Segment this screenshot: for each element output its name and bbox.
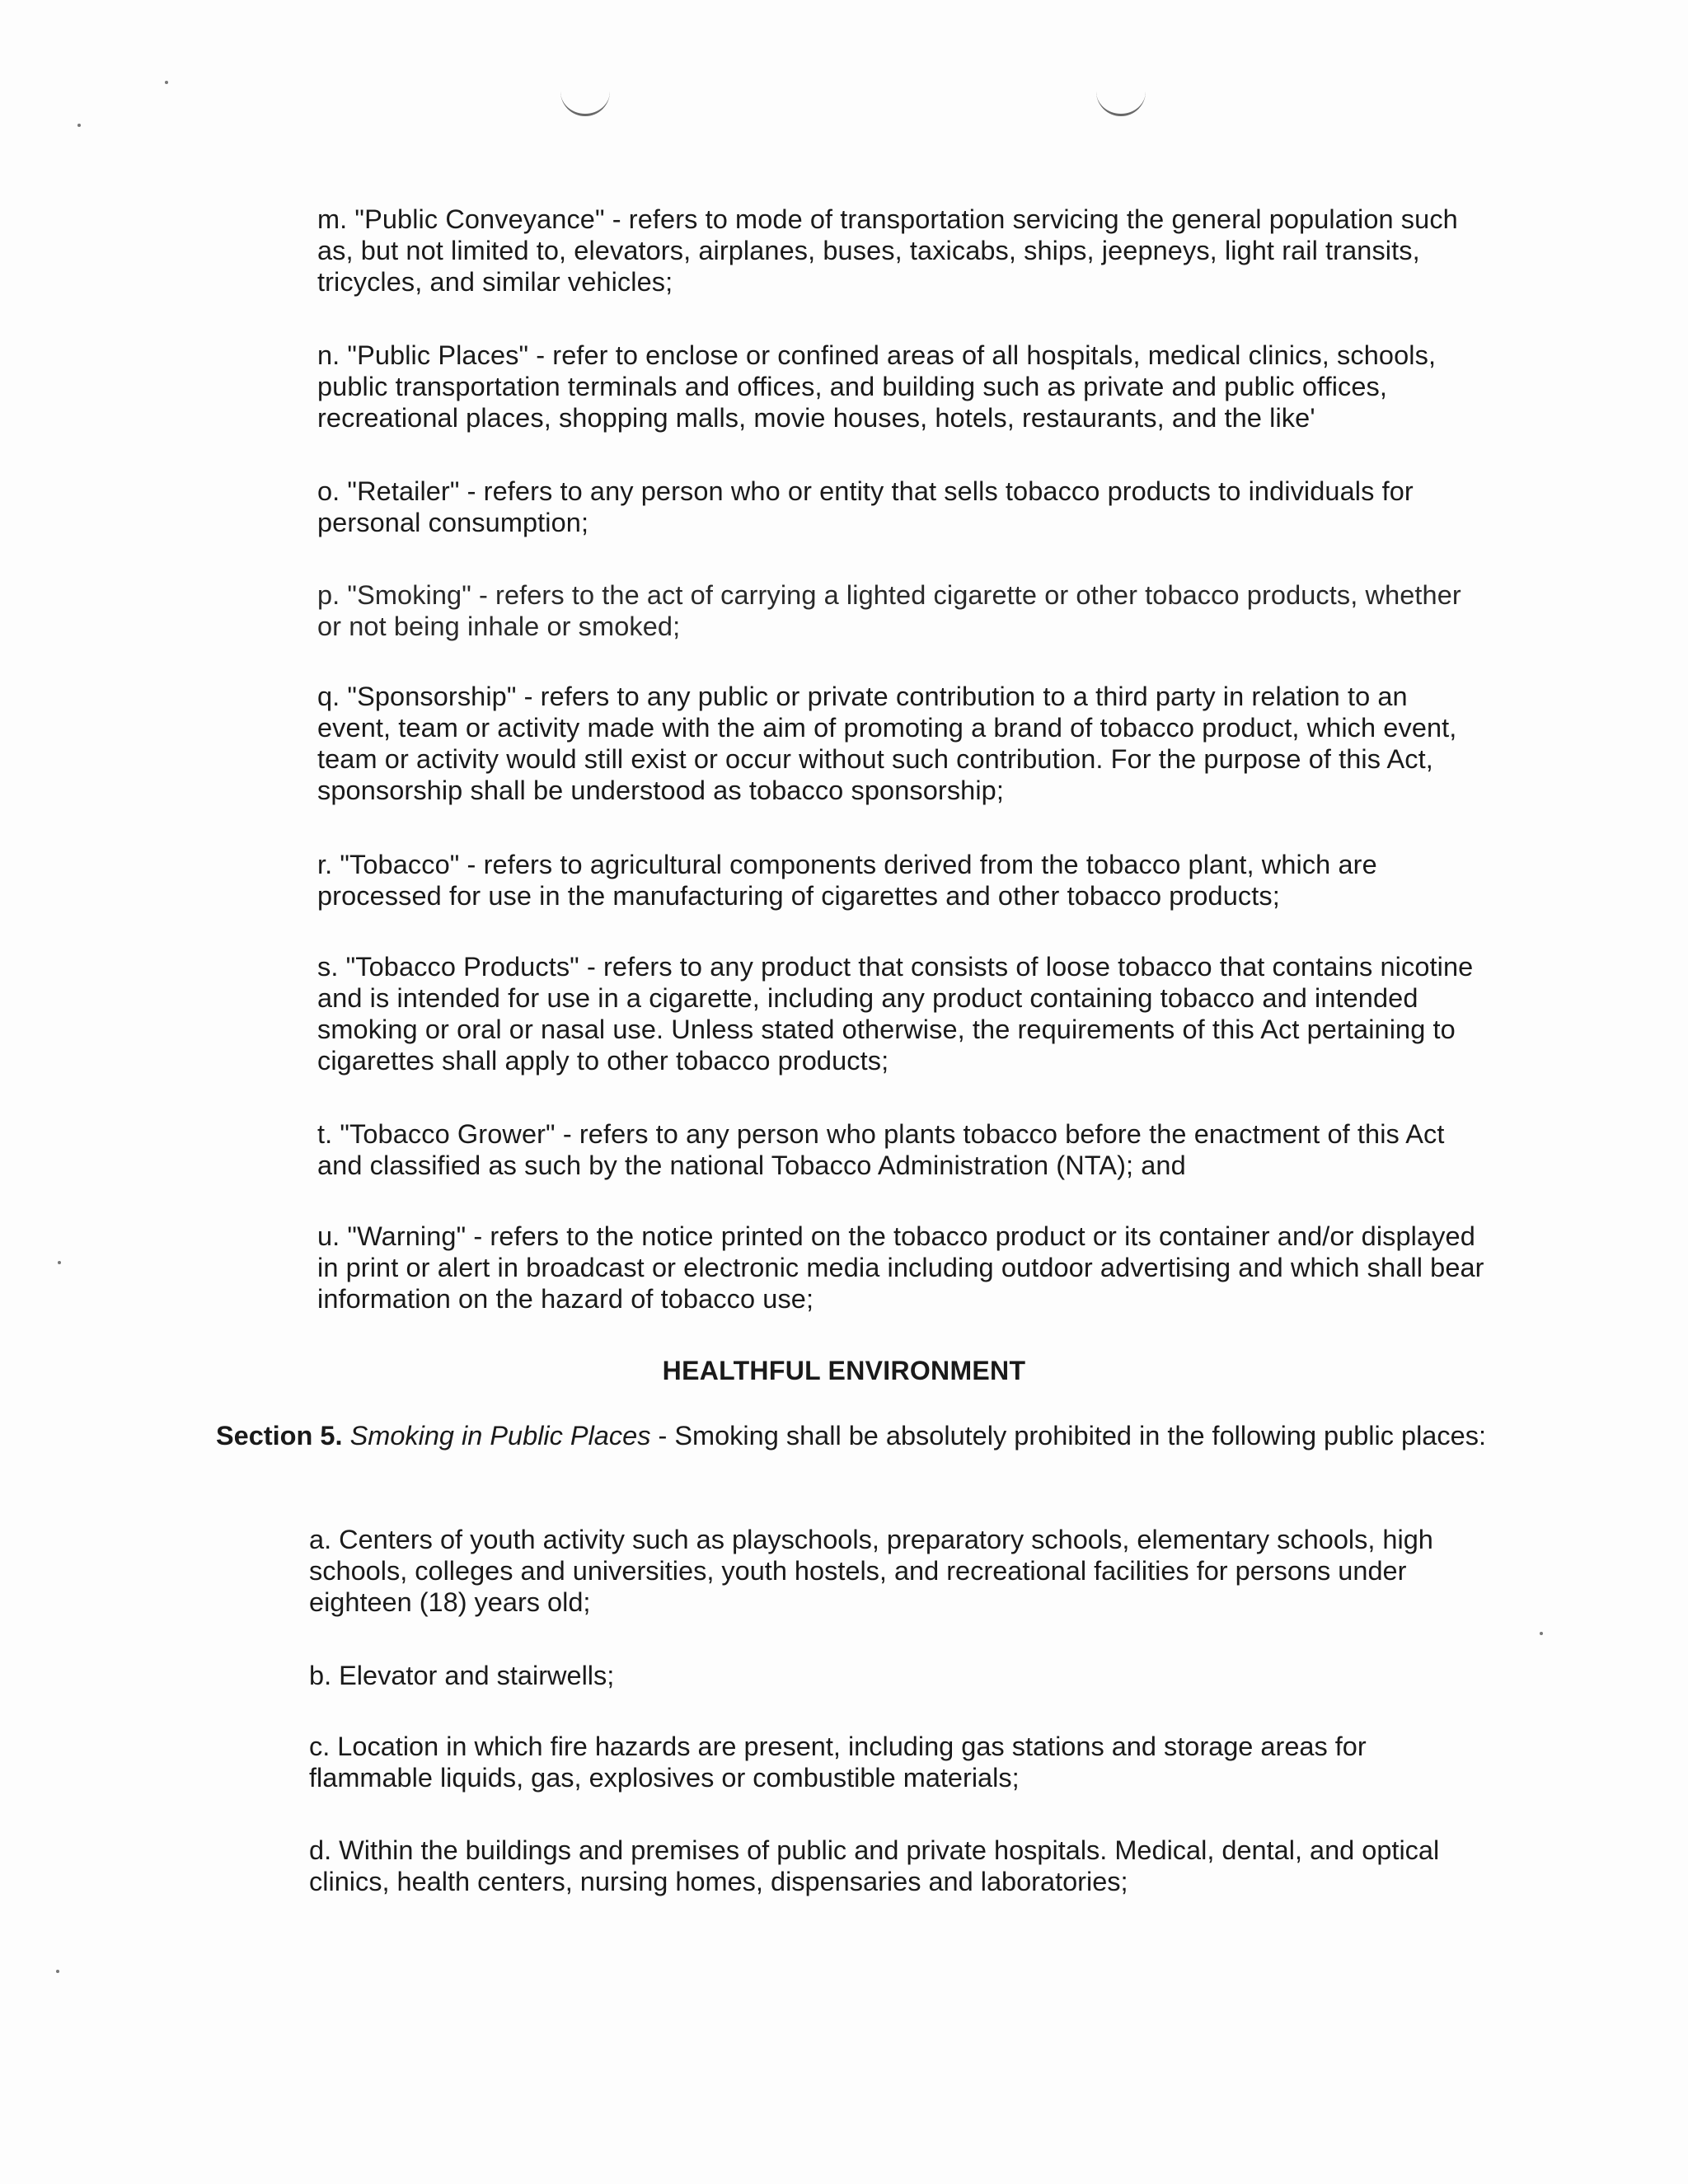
place-item-elevators: b. Elevator and stairwells; <box>309 1661 615 1690</box>
scan-speck <box>58 1261 61 1264</box>
section-text: - Smoking shall be absolutely prohibited in the following public places: <box>650 1421 1486 1451</box>
definition-retailer: o. "Retailer" - refers to any person who or entity that sells tobacco products to individuals for personal consumption; <box>317 476 1414 537</box>
section-title: Smoking in Public Places <box>349 1421 651 1451</box>
definition-sponsorship: q. "Sponsorship" - refers to any public or private contribution to a third party in relation to an event, team or activity made with the aim of promoting a brand of tobacco product, which event, team or activity would still exist or occur without such contribution. For the purpose of this Act, sponsorship shall be understood as tobacco sponsorship; <box>317 682 1457 805</box>
section-number: Section 5. <box>216 1421 343 1451</box>
definition-tobacco-products: s. "Tobacco Products" - refers to any product that consists of loose tobacco that contains nicotine and is intended for use in a cigarette, including any product containing tobacco and intended smoking or oral or nasal use. Unless stated otherwise, the requirements of this Act pertaining to cigarettes shall apply to other tobacco products; <box>317 952 1474 1076</box>
section-heading: HEALTHFUL ENVIRONMENT <box>662 1356 1026 1385</box>
scan-speck <box>1540 1632 1543 1635</box>
binder-hole-mark <box>1096 89 1146 116</box>
definition-warning: u. "Warning" - refers to the notice printed on the tobacco product or its container and/or displayed in print or alert in broadcast or electronic media including outdoor advertising and which shall bear information on the hazard of tobacco use; <box>317 1221 1484 1314</box>
definition-tobacco: r. "Tobacco" - refers to agricultural components derived from the tobacco plant, which are processed for use in the manufacturing of cigarettes and other tobacco products; <box>317 850 1377 911</box>
place-item-hospitals: d. Within the buildings and premises of public and private hospitals. Medical, dental, and optical clinics, health centers, nursing homes, dispensaries and laboratories; <box>309 1835 1440 1896</box>
section-5-paragraph <box>216 1420 1489 1451</box>
scan-speck <box>56 1970 59 1973</box>
definition-public-conveyance: m. "Public Conveyance" - refers to mode of transportation servicing the general population such as, but not limited to, elevators, airplanes, buses, taxicabs, ships, jeepneys, light rail transits, tricycles, and similar vehicles; <box>317 204 1458 297</box>
binder-hole-mark <box>560 89 610 116</box>
definition-smoking: p. "Smoking" - refers to the act of carrying a lighted cigarette or other tobacco products, whether or not being inhale or smoked; <box>317 580 1461 641</box>
definition-public-places: n. "Public Places" - refer to enclose or confined areas of all hospitals, medical clinics, schools, public transportation terminals and offices, and building such as private and public offices, recreational places, shopping malls, movie houses, hotels, restaurants, and the like' <box>317 340 1437 433</box>
scan-speck <box>77 124 81 127</box>
place-item-youth-centers: a. Centers of youth activity such as playschools, preparatory schools, elementary schools, high schools, colleges and universities, youth hostels, and recreational facilities for persons under eighteen (18) years old; <box>309 1525 1433 1617</box>
definition-tobacco-grower: t. "Tobacco Grower" - refers to any person who plants tobacco before the enactment of this Act and classified as such by the national Tobacco Administration (NTA); and <box>317 1119 1445 1180</box>
scan-speck <box>165 81 168 84</box>
place-item-fire-hazards: c. Location in which fire hazards are present, including gas stations and storage areas for flammable liquids, gas, explosives or combustible materials; <box>309 1732 1367 1793</box>
